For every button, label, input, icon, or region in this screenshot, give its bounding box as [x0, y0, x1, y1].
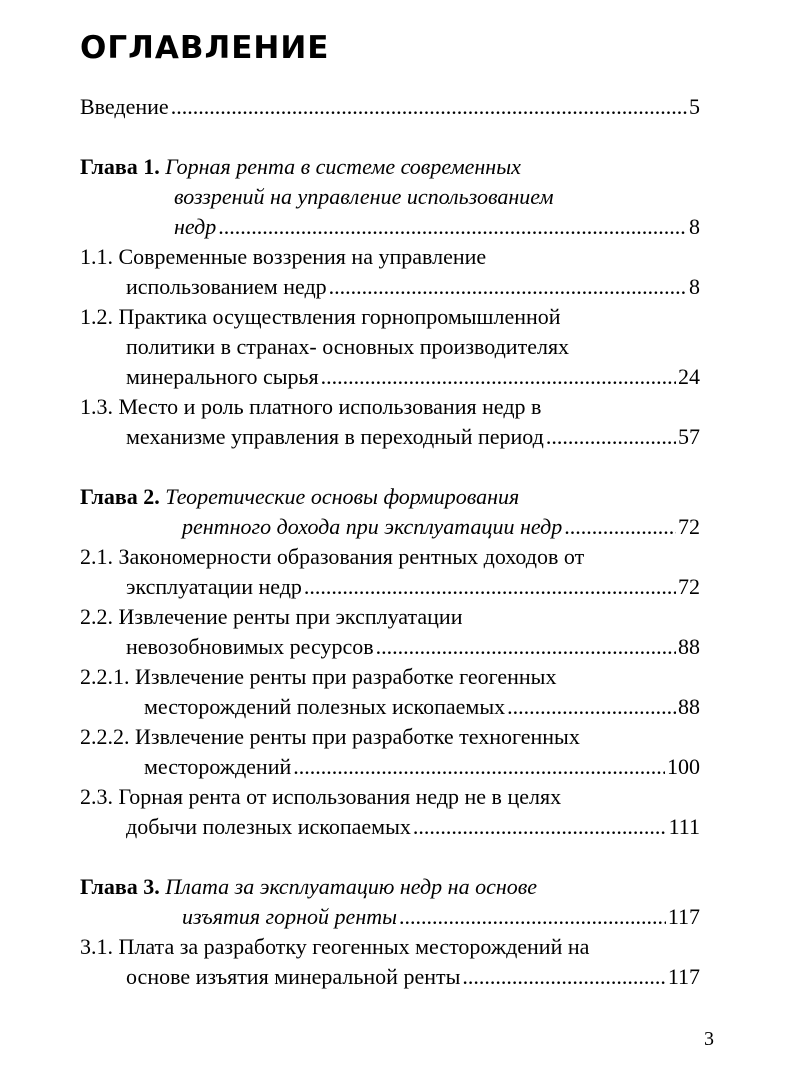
- chapter-title-end: изъятия горной ренты: [182, 904, 398, 929]
- dot-leader: [462, 962, 665, 992]
- chapter-title: Теоретические основы формирования: [165, 484, 520, 509]
- toc-page-number: 5: [689, 94, 700, 119]
- dot-leader: [329, 272, 687, 302]
- section-title: Горная рента от использования недр не в целях: [118, 784, 562, 809]
- dot-leader: [293, 752, 665, 782]
- toc-page-number: 57: [678, 424, 700, 449]
- section-title-end: минерального сырья: [126, 364, 319, 389]
- toc-page-number: 72: [678, 514, 700, 539]
- section-title-end: месторождений: [144, 754, 292, 779]
- toc-section-2-2-2-line2[interactable]: [80, 752, 700, 782]
- table-of-contents: [80, 92, 700, 992]
- toc-section-1-3-line2[interactable]: [80, 422, 700, 452]
- section-title: Извлечение ренты при эксплуатации: [118, 604, 463, 629]
- chapter-label: Глава 1.: [80, 154, 160, 179]
- toc-page-number: 24: [678, 364, 700, 389]
- section-title-end: основе изъятия минеральной ренты: [126, 964, 461, 989]
- section-title-end: невозобновимых ресурсов: [126, 634, 374, 659]
- toc-section-2-2-line2[interactable]: [80, 632, 700, 662]
- section-title-end: эксплуатации недр: [126, 574, 302, 599]
- chapter-label: Глава 3.: [80, 874, 160, 899]
- toc-chapter-3-line1[interactable]: [80, 872, 700, 902]
- section-title: Извлечение ренты при разработке геогенных: [135, 664, 557, 689]
- dot-leader: [321, 362, 676, 392]
- toc-section-1-2-line2: политики в странах- основных производителях: [126, 334, 570, 359]
- toc-section-2-3-line2[interactable]: [80, 812, 700, 842]
- toc-chapter-1-line3[interactable]: [80, 212, 700, 242]
- dot-leader: [304, 572, 676, 602]
- toc-section-3-1-line2[interactable]: [80, 962, 700, 992]
- section-title-end: использованием недр: [126, 274, 327, 299]
- section-title-end: месторождений полезных ископаемых: [144, 694, 506, 719]
- toc-page-number: 72: [678, 574, 700, 599]
- toc-page-number: 88: [678, 634, 700, 659]
- dot-leader: [507, 692, 676, 722]
- toc-section-1-3-line1[interactable]: [80, 392, 700, 422]
- chapter-title-end: рентного дохода при эксплуатации недр: [182, 514, 563, 539]
- toc-entry-title: Введение: [80, 94, 169, 119]
- chapter-title: Горная рента в системе современных: [165, 154, 521, 179]
- chapter-title: Плата за эксплуатацию недр на основе: [165, 874, 538, 899]
- section-number: 2.1.: [80, 544, 113, 569]
- toc-section-3-1-line1[interactable]: [80, 932, 700, 962]
- section-title: Закономерности образования рентных доходов от: [118, 544, 585, 569]
- page-title: ОГЛАВЛЕНИЕ: [80, 30, 330, 66]
- toc-page-number: 100: [667, 754, 700, 779]
- chapter-label: Глава 2.: [80, 484, 160, 509]
- toc-section-1-2-line1[interactable]: [80, 302, 700, 332]
- toc-page-number: 8: [689, 274, 700, 299]
- section-number: 2.2.1.: [80, 664, 130, 689]
- section-title: Место и роль платного использования недр в: [118, 394, 542, 419]
- toc-section-2-1-line1[interactable]: [80, 542, 700, 572]
- toc-entry-intro[interactable]: [80, 92, 700, 122]
- toc-chapter-1-line2: воззрений на управление использованием: [174, 184, 554, 209]
- toc-section-2-2-line1[interactable]: [80, 602, 700, 632]
- section-number: 1.2.: [80, 304, 113, 329]
- section-title: Плата за разработку геогенных месторождений на: [118, 934, 590, 959]
- toc-chapter-3-line2[interactable]: [80, 902, 700, 932]
- section-number: 2.2.: [80, 604, 113, 629]
- section-title-end: механизме управления в переходный период: [126, 424, 544, 449]
- section-number: 2.3.: [80, 784, 113, 809]
- toc-section-2-3-line1[interactable]: [80, 782, 700, 812]
- toc-section-1-1-line1[interactable]: [80, 242, 700, 272]
- toc-chapter-1-line1[interactable]: [80, 152, 700, 182]
- section-number: 1.3.: [80, 394, 113, 419]
- section-number: 2.2.2.: [80, 724, 130, 749]
- section-number: 3.1.: [80, 934, 113, 959]
- toc-page-number: 117: [667, 904, 700, 929]
- dot-leader: [376, 632, 676, 662]
- dot-leader: [546, 422, 676, 452]
- section-title: Практика осуществления горнопромышленной: [118, 304, 561, 329]
- toc-page-number: 117: [667, 964, 700, 989]
- dot-leader: [171, 92, 687, 122]
- section-title: Извлечение ренты при разработке техногенных: [135, 724, 580, 749]
- toc-section-2-2-2-line1[interactable]: [80, 722, 700, 752]
- section-number: 1.1.: [80, 244, 113, 269]
- toc-section-1-2-line3[interactable]: [80, 362, 700, 392]
- dot-leader: [399, 902, 666, 932]
- dot-leader: [413, 812, 667, 842]
- toc-section-2-1-line2[interactable]: [80, 572, 700, 602]
- toc-page-number: 111: [668, 814, 700, 839]
- toc-chapter-2-line2[interactable]: [80, 512, 700, 542]
- page-number: 3: [704, 1028, 714, 1050]
- toc-section-1-1-line2[interactable]: [80, 272, 700, 302]
- toc-page-number: 88: [678, 694, 700, 719]
- section-title: Современные воззрения на управление: [118, 244, 487, 269]
- toc-chapter-2-line1[interactable]: [80, 482, 700, 512]
- dot-leader: [218, 212, 687, 242]
- section-title-end: добычи полезных ископаемых: [126, 814, 411, 839]
- toc-section-2-2-1-line2[interactable]: [80, 692, 700, 722]
- chapter-title-end: недр: [174, 214, 217, 239]
- toc-page-number: 8: [689, 214, 700, 239]
- dot-leader: [564, 512, 676, 542]
- toc-section-2-2-1-line1[interactable]: [80, 662, 700, 692]
